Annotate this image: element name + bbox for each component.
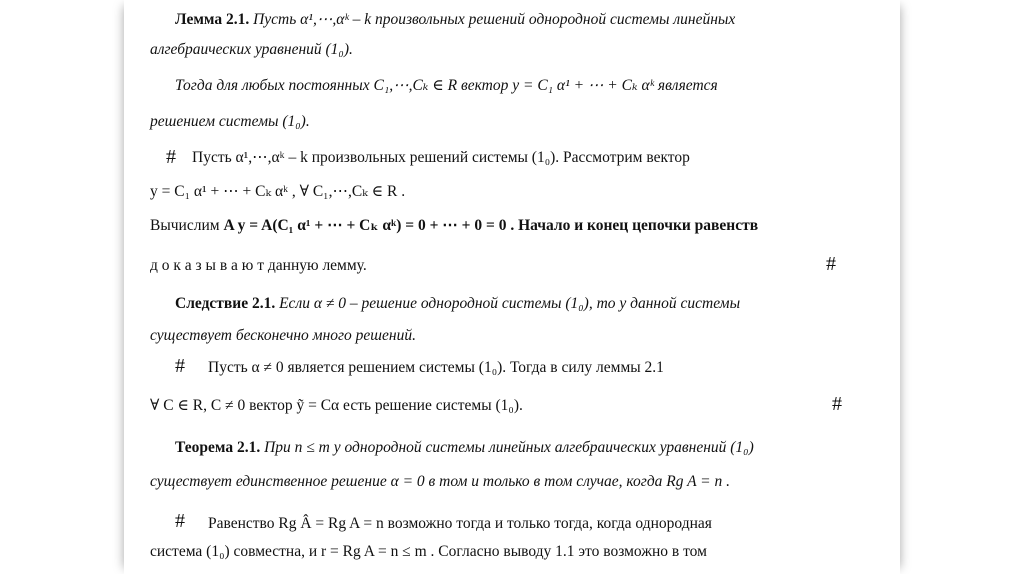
theorem-title: Теорема 2.1. [175,439,261,456]
proof-line-2: y = C₁ α¹ + ⋯ + Cₖ αᵏ , ∀ C₁,⋯,Cₖ ∈ R . [150,183,406,200]
corollary-line-1 [175,294,740,314]
theorem-proof-line-1: Равенство Rg Â = Rg A = n возможно тогда и только тогда, когда однородная [208,515,712,532]
theorem-text-1: При n ≤ m у однородной системы линейных алгебраических уравнений (1₀) [264,439,754,456]
corollary-proof-line-2: ∀ C ∈ R, C ≠ 0 вектор ỹ = Cα есть решение системы (1₀). [150,397,523,414]
proof-line-1: Пусть α¹,⋯,αᵏ – k произвольных решений системы (1₀). Рассмотрим вектор [192,149,690,166]
proof-compute-formula: A y = A(C₁ α¹ + ⋯ + Cₖ αᵏ) = 0 + ⋯ + 0 = 0 . Начало и конец цепочки равенств [223,217,759,234]
corollary-proof-line-1: Пусть α ≠ 0 является решением системы (1₀). Тогда в силу леммы 2.1 [208,359,664,376]
proof-line-4: д о к а з ы в а ю т данную лемму. [150,257,367,274]
proof-compute-word: Вычислим [150,217,220,234]
corollary-proof-mark: # [175,355,185,377]
theorem-proof-line-2: система (1₀) совместна, и r = Rg A = n ≤ m . Согласно выводу 1.1 это возможно в том [150,543,707,560]
corollary-line-2: существует бесконечно много решений. [150,327,416,344]
lemma-line-2: алгебраических уравнений (1₀). [150,41,353,58]
corollary-title: Следствие 2.1. [175,295,276,312]
lemma-title: Лемма 2.1. [175,11,250,28]
lemma-line-1 [175,10,735,30]
proof-start-mark: # [166,146,176,168]
theorem-line-1 [175,438,754,458]
corollary-text-1: Если α ≠ 0 – решение однородной системы (1₀), то у данной системы [279,295,741,312]
lemma-line-4: решением системы (1₀). [150,113,310,130]
proof-end-mark: # [826,253,836,275]
lemma-line-3: Тогда для любых постоянных C₁,⋯,Cₖ ∈ R вектор y = C₁ α¹ + ⋯ + Cₖ αᵏ является [175,77,718,94]
theorem-line-2: существует единственное решение α = 0 в том и только в том случае, когда Rg A = n . [150,473,731,490]
lemma-text-1: Пусть α¹,⋯,αᵏ – k произвольных решений однородной системы линейных [253,11,736,28]
theorem-proof-mark: # [175,510,185,532]
corollary-end-mark: # [832,393,842,415]
proof-line-3 [150,216,758,236]
